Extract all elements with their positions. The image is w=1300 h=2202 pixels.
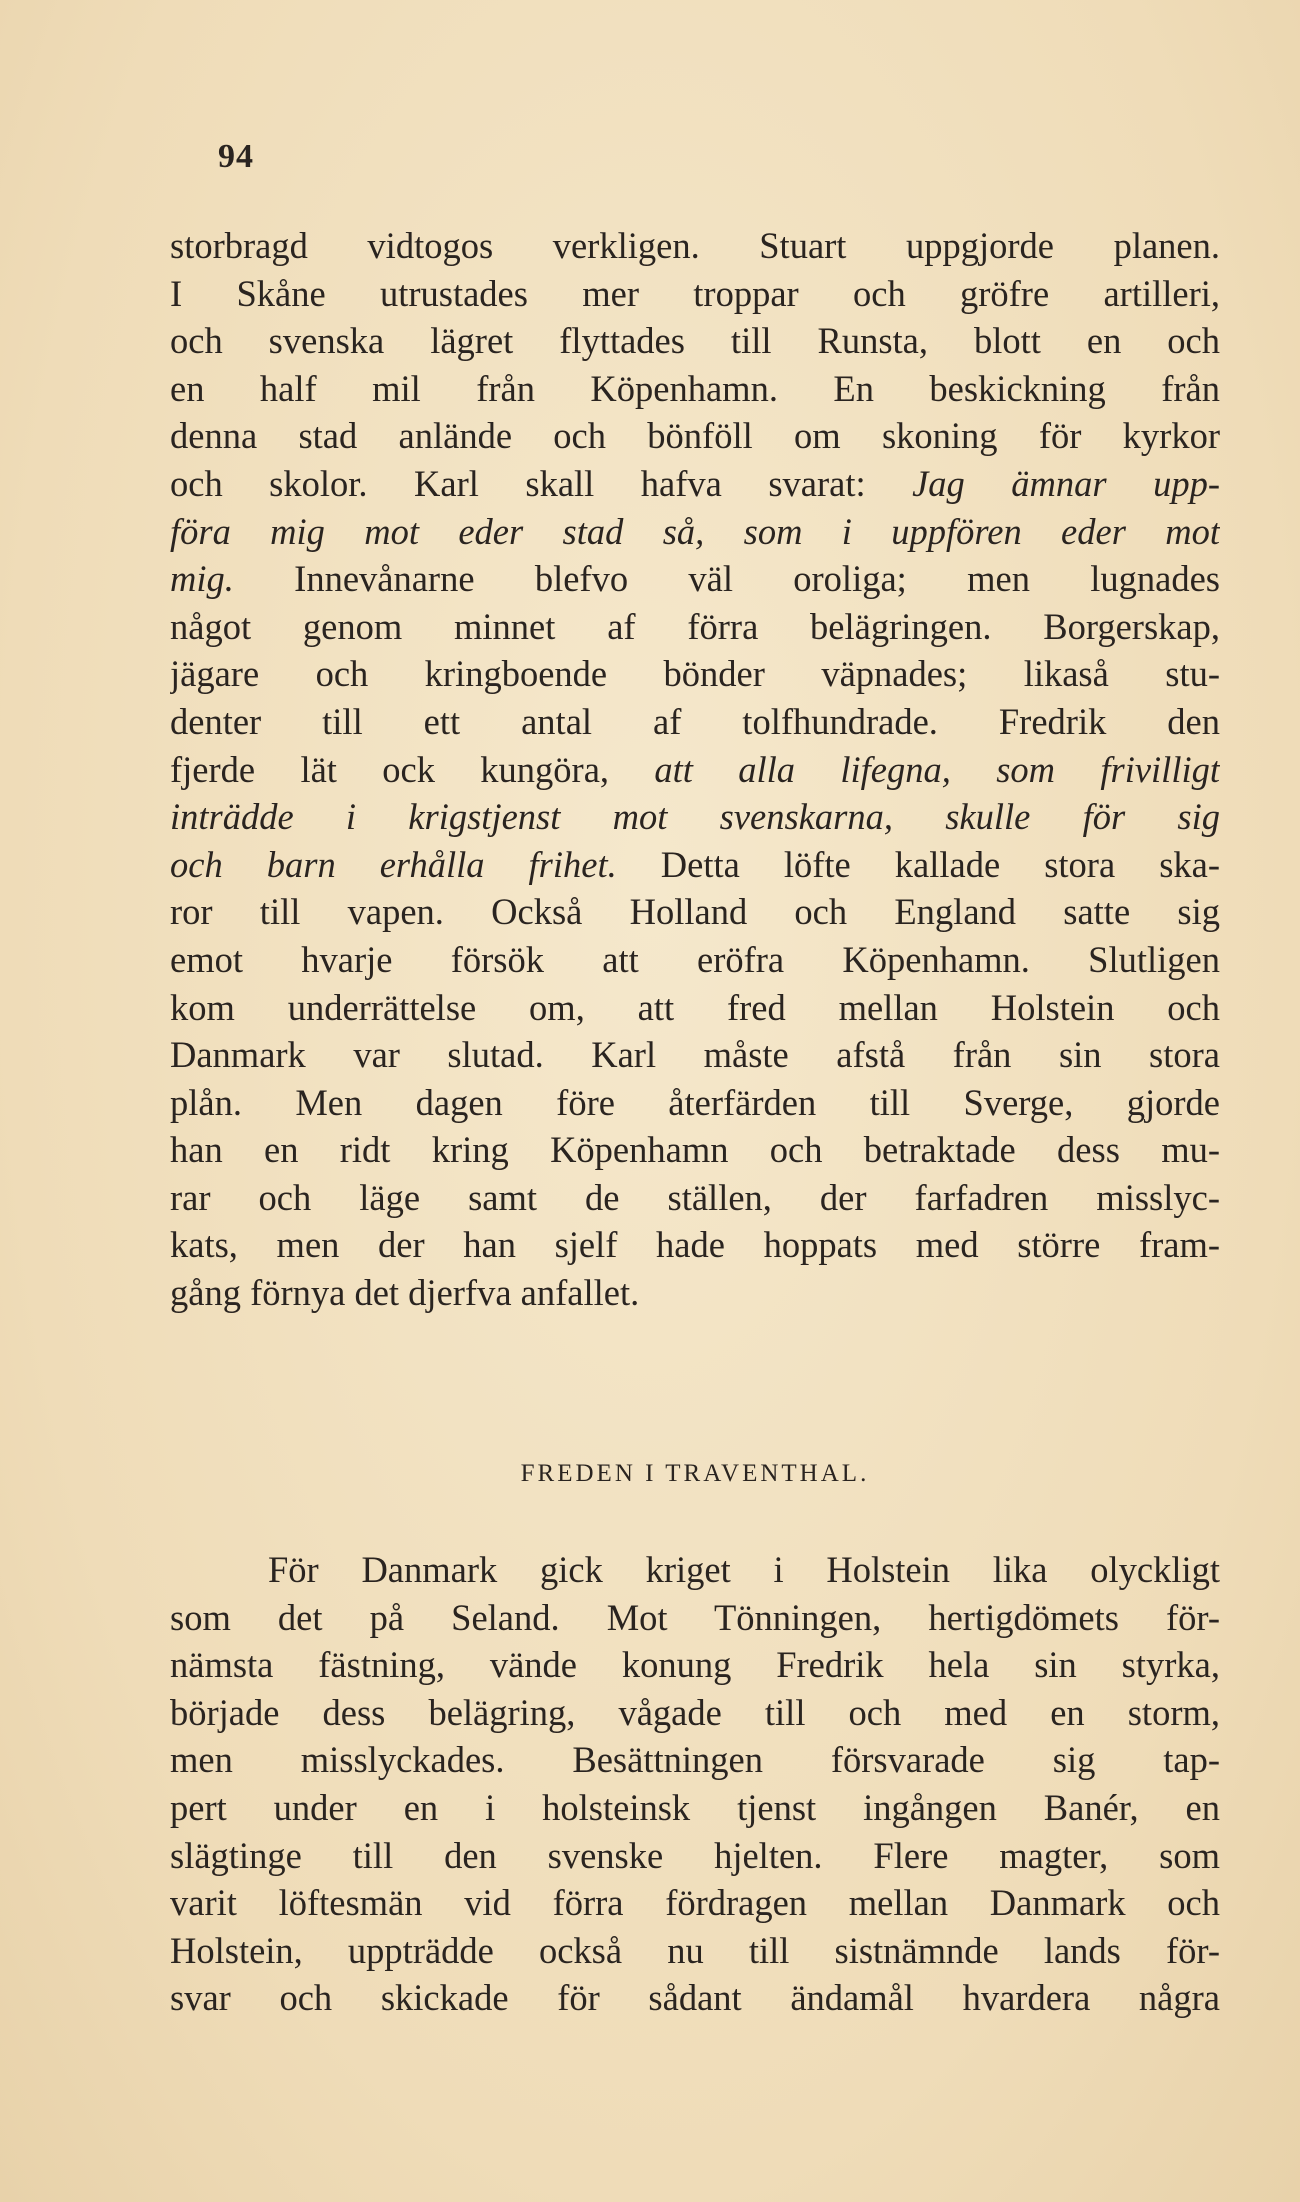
italic-quote: föra mig mot eder stad så, som i uppfören eder mot [170,510,1220,552]
text-line: I Skåne utrustades mer troppar och gröfre artilleri, [170,272,1220,314]
text-line: varit löftesmän vid förra fördragen mellan Danmark och [170,1882,1220,1924]
text-line: emot hvarje försök att eröfra Köpenhamn. Slutligen [170,938,1220,980]
text-line: något genom minnet af förra belägringen. Borgerskap, [170,605,1220,647]
text-line [170,460,1220,508]
text-span: Detta löfte kallade stora ska- [616,843,1220,885]
italic-quote: Jag ämnar upp- [912,462,1220,504]
text-line [170,746,1220,794]
text-line [170,555,1220,603]
text-line: kom underrättelse om, att fred mellan Holstein och [170,986,1220,1028]
text-line: För Danmark gick kriget i Holstein lika olyckligt [268,1549,1220,1590]
italic-quote: och barn erhålla frihet. [170,843,617,885]
text-line: ror till vapen. Också Holland och England satte sig [170,891,1220,933]
text-line: och svenska lägret flyttades till Runsta, blott en och [170,320,1220,362]
text-line: en half mil från Köpenhamn. En beskickning från [170,367,1220,409]
text-line [170,793,1220,841]
text-line: plån. Men dagen före återfärden till Sverge, gjorde [170,1081,1220,1123]
section-body-2 [170,1546,1220,2022]
page-number: 94 [218,138,254,175]
text-line: gång förnya det djerfva anfallet. [170,1272,640,1314]
text-line [170,508,1220,556]
text-line: Holstein, uppträdde också nu till sistnämnde lands för- [170,1929,1220,1971]
italic-quote: mig. [170,558,234,600]
text-line: Danmark var slutad. Karl måste afstå från sin stora [170,1034,1220,1076]
text-line: som det på Seland. Mot Tönningen, hertigdömets för- [170,1596,1220,1638]
text-line: han en ridt kring Köpenhamn och betraktade dess mu- [170,1129,1220,1171]
text-line: jägare och kringboende bönder väpnades; likaså stu- [170,653,1220,695]
text-line: denter till ett antal af tolfhundrade. Fredrik den [170,700,1220,742]
text-line: svar och skickade för sådant ändamål hvardera några [170,1977,1220,2019]
text-line: storbragd vidtogos verkligen. Stuart uppgjorde planen. [170,225,1220,266]
text-span: Innevånarne blefvo väl oroliga; men lugnades [233,558,1220,600]
text-line: började dess belägring, vågade till och med en storm, [170,1691,1220,1733]
italic-quote: inträdde i krigstjenst mot svenskarna, skulle för sig [170,796,1220,838]
text-line: kats, men der han sjelf hade hoppats med större fram- [170,1224,1220,1266]
italic-quote: att alla lifegna, som frivilligt [654,748,1220,790]
text-line: men misslyckades. Besättningen försvarade sig tap- [170,1739,1220,1781]
text-line: pert under en i holsteinsk tjenst ingången Banér, en [170,1786,1220,1828]
text-line: denna stad anlände och bönföll om skoning för kyrkor [170,415,1220,457]
text-line: nämsta fästning, vände konung Fredrik hela sin styrka, [170,1644,1220,1686]
section-heading: FREDEN I TRAVENTHAL. [520,1460,870,1487]
text-line [170,841,1220,889]
text-span: och skolor. Karl skall hafva svarat: [170,462,866,504]
text-line: rar och läge samt de ställen, der farfadren misslyc- [170,1176,1220,1218]
text-span: fjerde lät ock kungöra, [170,748,610,790]
text-line: slägtinge till den svenske hjelten. Flere magter, som [170,1834,1220,1876]
section-body-1 [170,222,1220,1317]
